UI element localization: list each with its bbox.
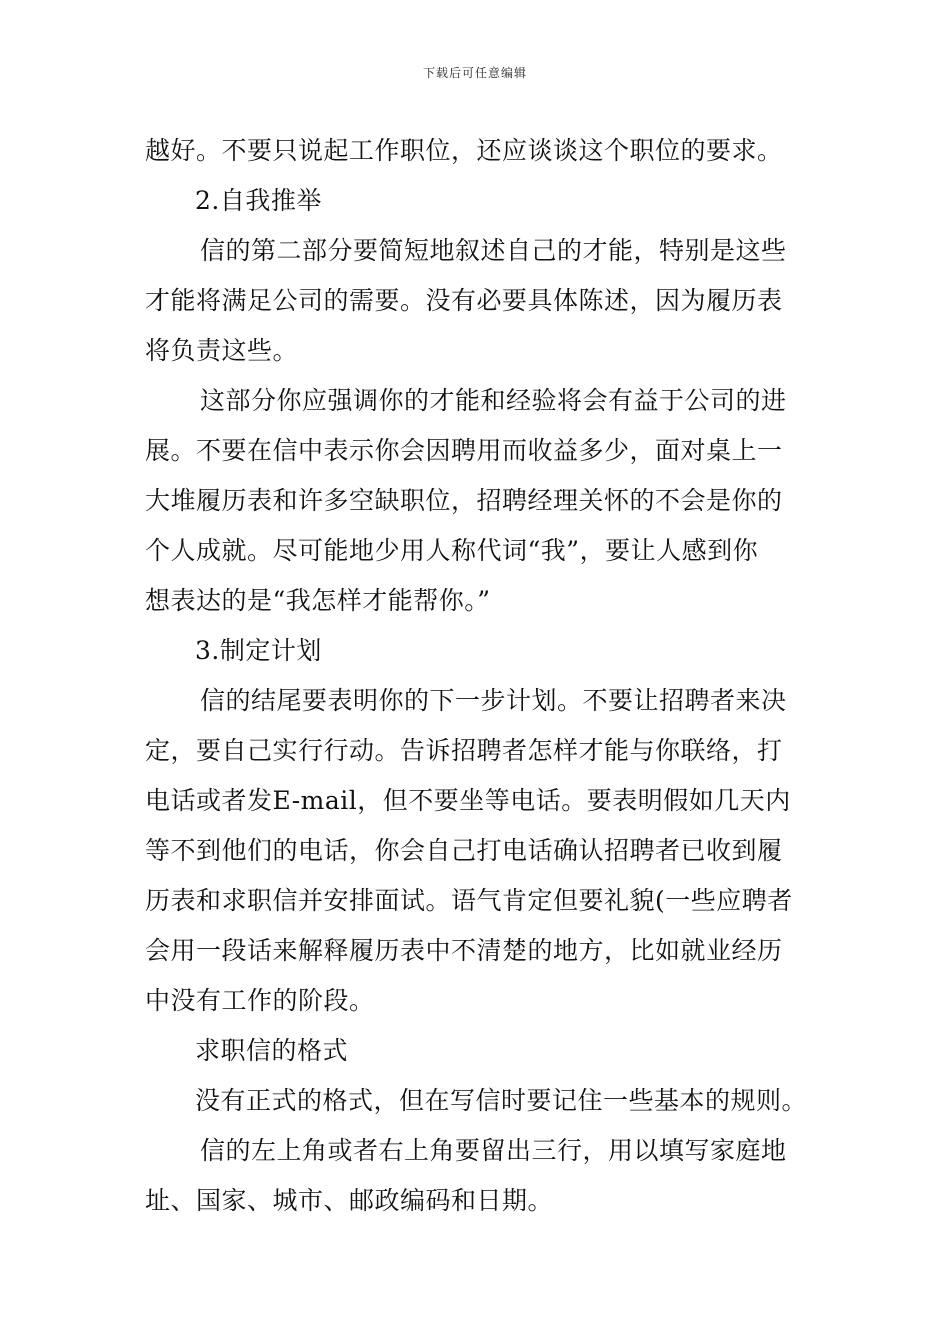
text-line: 将负责这些。 xyxy=(145,336,299,365)
section-heading: 求职信的格式 xyxy=(195,1036,349,1065)
section-heading: 2.自我推举 xyxy=(195,186,322,215)
text-line: 址、国家、城市、邮政编码和日期。 xyxy=(145,1186,554,1215)
text-line: 信的第二部分要简短地叙述自己的才能，特别是这些 xyxy=(200,236,787,265)
text-line: 历表和求职信并安排面试。语气肯定但要礼貌(一些应聘者 xyxy=(145,886,793,915)
text-line: 会用一段话来解释履历表中不清楚的地方，比如就业经历 xyxy=(145,936,783,965)
text-line: 定，要自己实行行动。告诉招聘者怎样才能与你联络，打 xyxy=(145,736,783,765)
text-line: 等不到他们的电话，你会自己打电话确认招聘者已收到履 xyxy=(145,836,783,865)
text-line: 才能将满足公司的需要。没有必要具体陈述，因为履历表 xyxy=(145,286,783,315)
text-line: 越好。不要只说起工作职位，还应谈谈这个职位的要求。 xyxy=(145,136,783,165)
text-line: 中没有工作的阶段。 xyxy=(145,986,375,1015)
section-heading: 3.制定计划 xyxy=(195,636,322,665)
text-line: 电话或者发E-mail，但不要坐等电话。要表明假如几天内 xyxy=(145,786,791,815)
text-line: 这部分你应强调你的才能和经验将会有益于公司的进 xyxy=(200,386,787,415)
text-line: 展。不要在信中表示你会因聘用而收益多少，面对桌上一 xyxy=(145,436,783,465)
page-header-note: 下载后可任意编辑 xyxy=(422,66,527,80)
text-line: 大堆履历表和许多空缺职位，招聘经理关怀的不会是你的 xyxy=(145,486,783,515)
text-line: 没有正式的格式，但在写信时要记住一些基本的规则。 xyxy=(195,1086,808,1115)
text-line: 个人成就。尽可能地少用人称代词“我”，要让人感到你 xyxy=(145,536,759,565)
text-line: 信的左上角或者右上角要留出三行，用以填写家庭地 xyxy=(200,1136,787,1165)
text-line: 信的结尾要表明你的下一步计划。不要让招聘者来决 xyxy=(200,686,787,715)
text-line: 想表达的是“我怎样才能帮你。” xyxy=(145,586,491,615)
document-body xyxy=(145,126,810,1226)
